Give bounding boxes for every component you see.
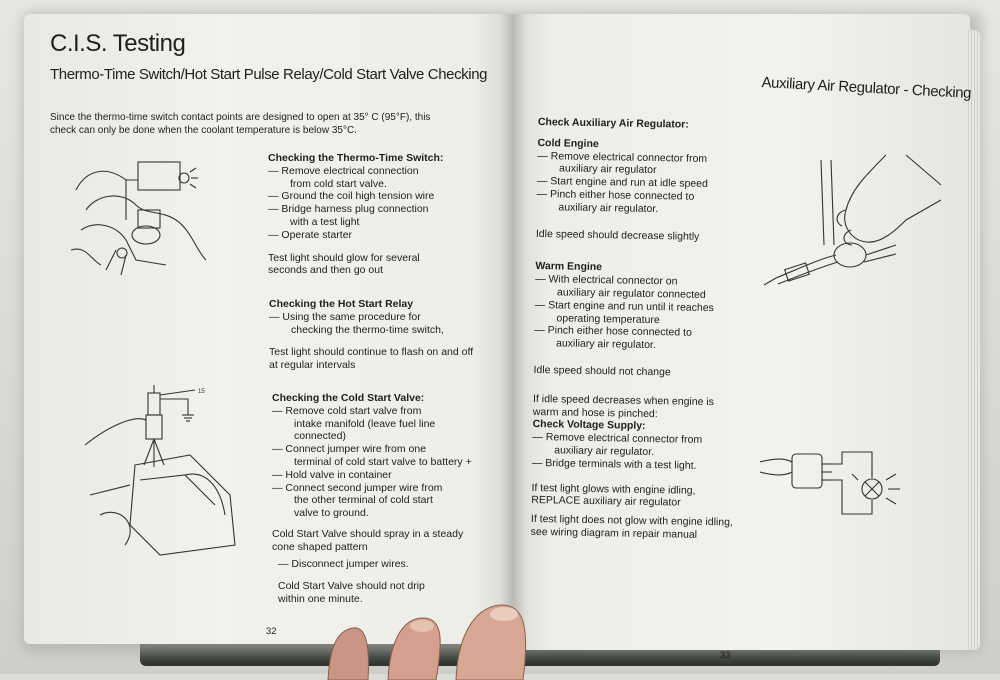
page-title: C.I.S. Testing (50, 30, 186, 57)
hand-fingers (318, 600, 558, 680)
test-light-illustration (760, 440, 910, 525)
valve-section: Checking the Cold Start Valve: — Remove cold start valve from intake manifold (leave fuel line connected) — Connect jumper wire from one terminal of cold start valve to battery + — Hold valve in container — Connect second jumper wire from the other terminal of cold start valve to ground. Cold Start Valve should spray in a steady cone shaped pattern — Disconnect jumper wires. Cold Start Valve should not drip within one minute. (272, 392, 472, 606)
page-number-left: 32 (266, 626, 277, 637)
cold-start-valve-illustration (80, 385, 245, 560)
page-number-right: 33 (720, 650, 731, 661)
relay-section: Checking the Hot Start Relay — Using the same procedure for checking the thermo-time switch, Test light should continue to flash on and off at regular intervals (269, 298, 474, 372)
relay-heading: Checking the Hot Start Relay (269, 298, 414, 310)
right-page-title: Auxiliary Air Regulator - Checking (761, 74, 972, 102)
hose-pinch-illustration (756, 150, 946, 295)
thermo-heading: Checking the Thermo-Time Switch: (268, 152, 444, 164)
page-subtitle: Thermo-Time Switch/Hot Start Pulse Relay/Cold Start Valve Checking (50, 66, 488, 83)
diagram-terminal-label: 15 (198, 389, 205, 395)
check-aux-heading: Check Auxiliary Air Regulator: (537, 116, 689, 131)
intro-text: Since the thermo-time switch contact points are designed to open at 35° C (95°F), this check can only be done when the coolant temperature is below 35°C. (50, 112, 431, 136)
cold-engine-heading: Cold Engine (537, 136, 599, 150)
thermo-section: Checking the Thermo-Time Switch: — Remove electrical connection from cold start valve. — Ground the coil high tension wire — Bridge harness plug connection with a test light — Operate starter Test light should glow for several seconds and then go out (268, 152, 444, 277)
valve-heading: Checking the Cold Start Valve: (272, 392, 425, 404)
page-edges (966, 30, 980, 650)
aux-air-section: Check Auxiliary Air Regulator: Cold Engine — Remove electrical connector from auxiliary air regulator — Start engine and run at idle speed — Pinch either hose connected to auxiliary air regulator. Idle speed should decrease slightly Warm Engine — With electrical connector on auxiliary air regulator connected — Start engine and run until it reaches operating temperature — Pinch either hose connected to auxiliary air regulator. Idle speed should not change If idle speed decreases when engine is warm and hose is pinched: Check Voltage Supply: — Remove electrical connector from auxiliary air regulator. — Bridge terminals with a test light. If test light glows with engine idling, REPLACE auxiliary air regulator If test light does not glow with engine idling, see wiring diagram in repair manual (531, 116, 740, 542)
voltage-heading: Check Voltage Supply: (532, 418, 646, 433)
book-gutter (500, 14, 526, 650)
warm-engine-heading: Warm Engine (535, 260, 603, 274)
thermo-switch-illustration (66, 150, 216, 280)
